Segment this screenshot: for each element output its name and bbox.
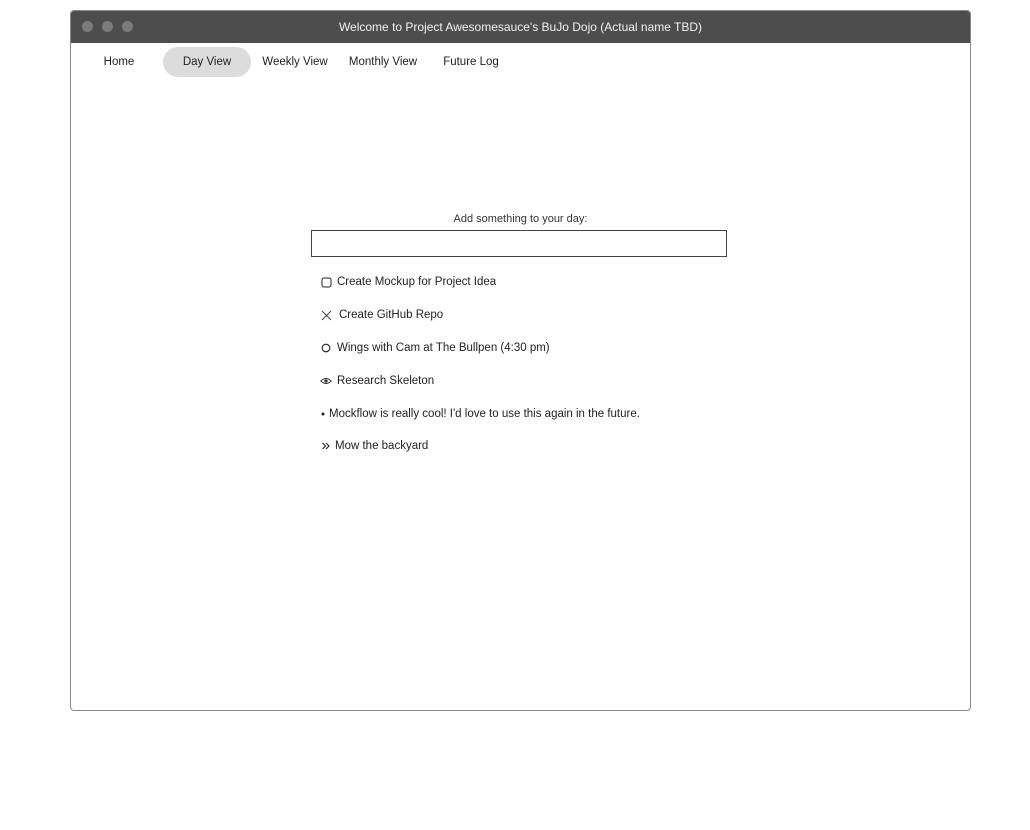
entry-text: Mockflow is really cool! I'd love to use this again in the future. (329, 408, 640, 420)
entry-text: Mow the backyard (335, 440, 429, 452)
list-item[interactable] (320, 306, 443, 324)
add-entry-input[interactable] (311, 230, 727, 257)
task-checkbox-icon[interactable] (320, 276, 332, 288)
entry-text: Create Mockup for Project Idea (337, 276, 497, 288)
nav-bar (71, 47, 970, 77)
list-item[interactable] (320, 437, 428, 455)
add-entry-label: Add something to your day: (453, 213, 588, 225)
explore-eye-icon (320, 375, 332, 387)
app-window (70, 10, 971, 711)
list-item[interactable] (320, 372, 434, 390)
tab-home[interactable]: Home (103, 56, 135, 68)
event-circle-icon (320, 342, 332, 354)
entry-text: Wings with Cam at The Bullpen (4:30 pm) (337, 342, 550, 354)
window-title: Welcome to Project Awesomesauce's BuJo Dojo (Actual name TBD) (338, 20, 703, 34)
entry-text: Research Skeleton (337, 375, 435, 387)
note-bullet-icon (320, 408, 326, 420)
tab-weekly-view[interactable]: Weekly View (262, 56, 328, 68)
tab-day-view[interactable]: Day View (163, 47, 251, 77)
list-item[interactable] (320, 273, 496, 291)
list-item[interactable] (320, 339, 550, 357)
tab-monthly-view[interactable]: Monthly View (348, 56, 418, 68)
migrated-chevron-icon (320, 440, 332, 452)
title-bar (71, 11, 970, 43)
list-item[interactable] (320, 405, 640, 423)
completed-x-icon (320, 309, 332, 321)
tab-future-log[interactable]: Future Log (443, 56, 499, 68)
entry-text: Create GitHub Repo (339, 309, 444, 321)
